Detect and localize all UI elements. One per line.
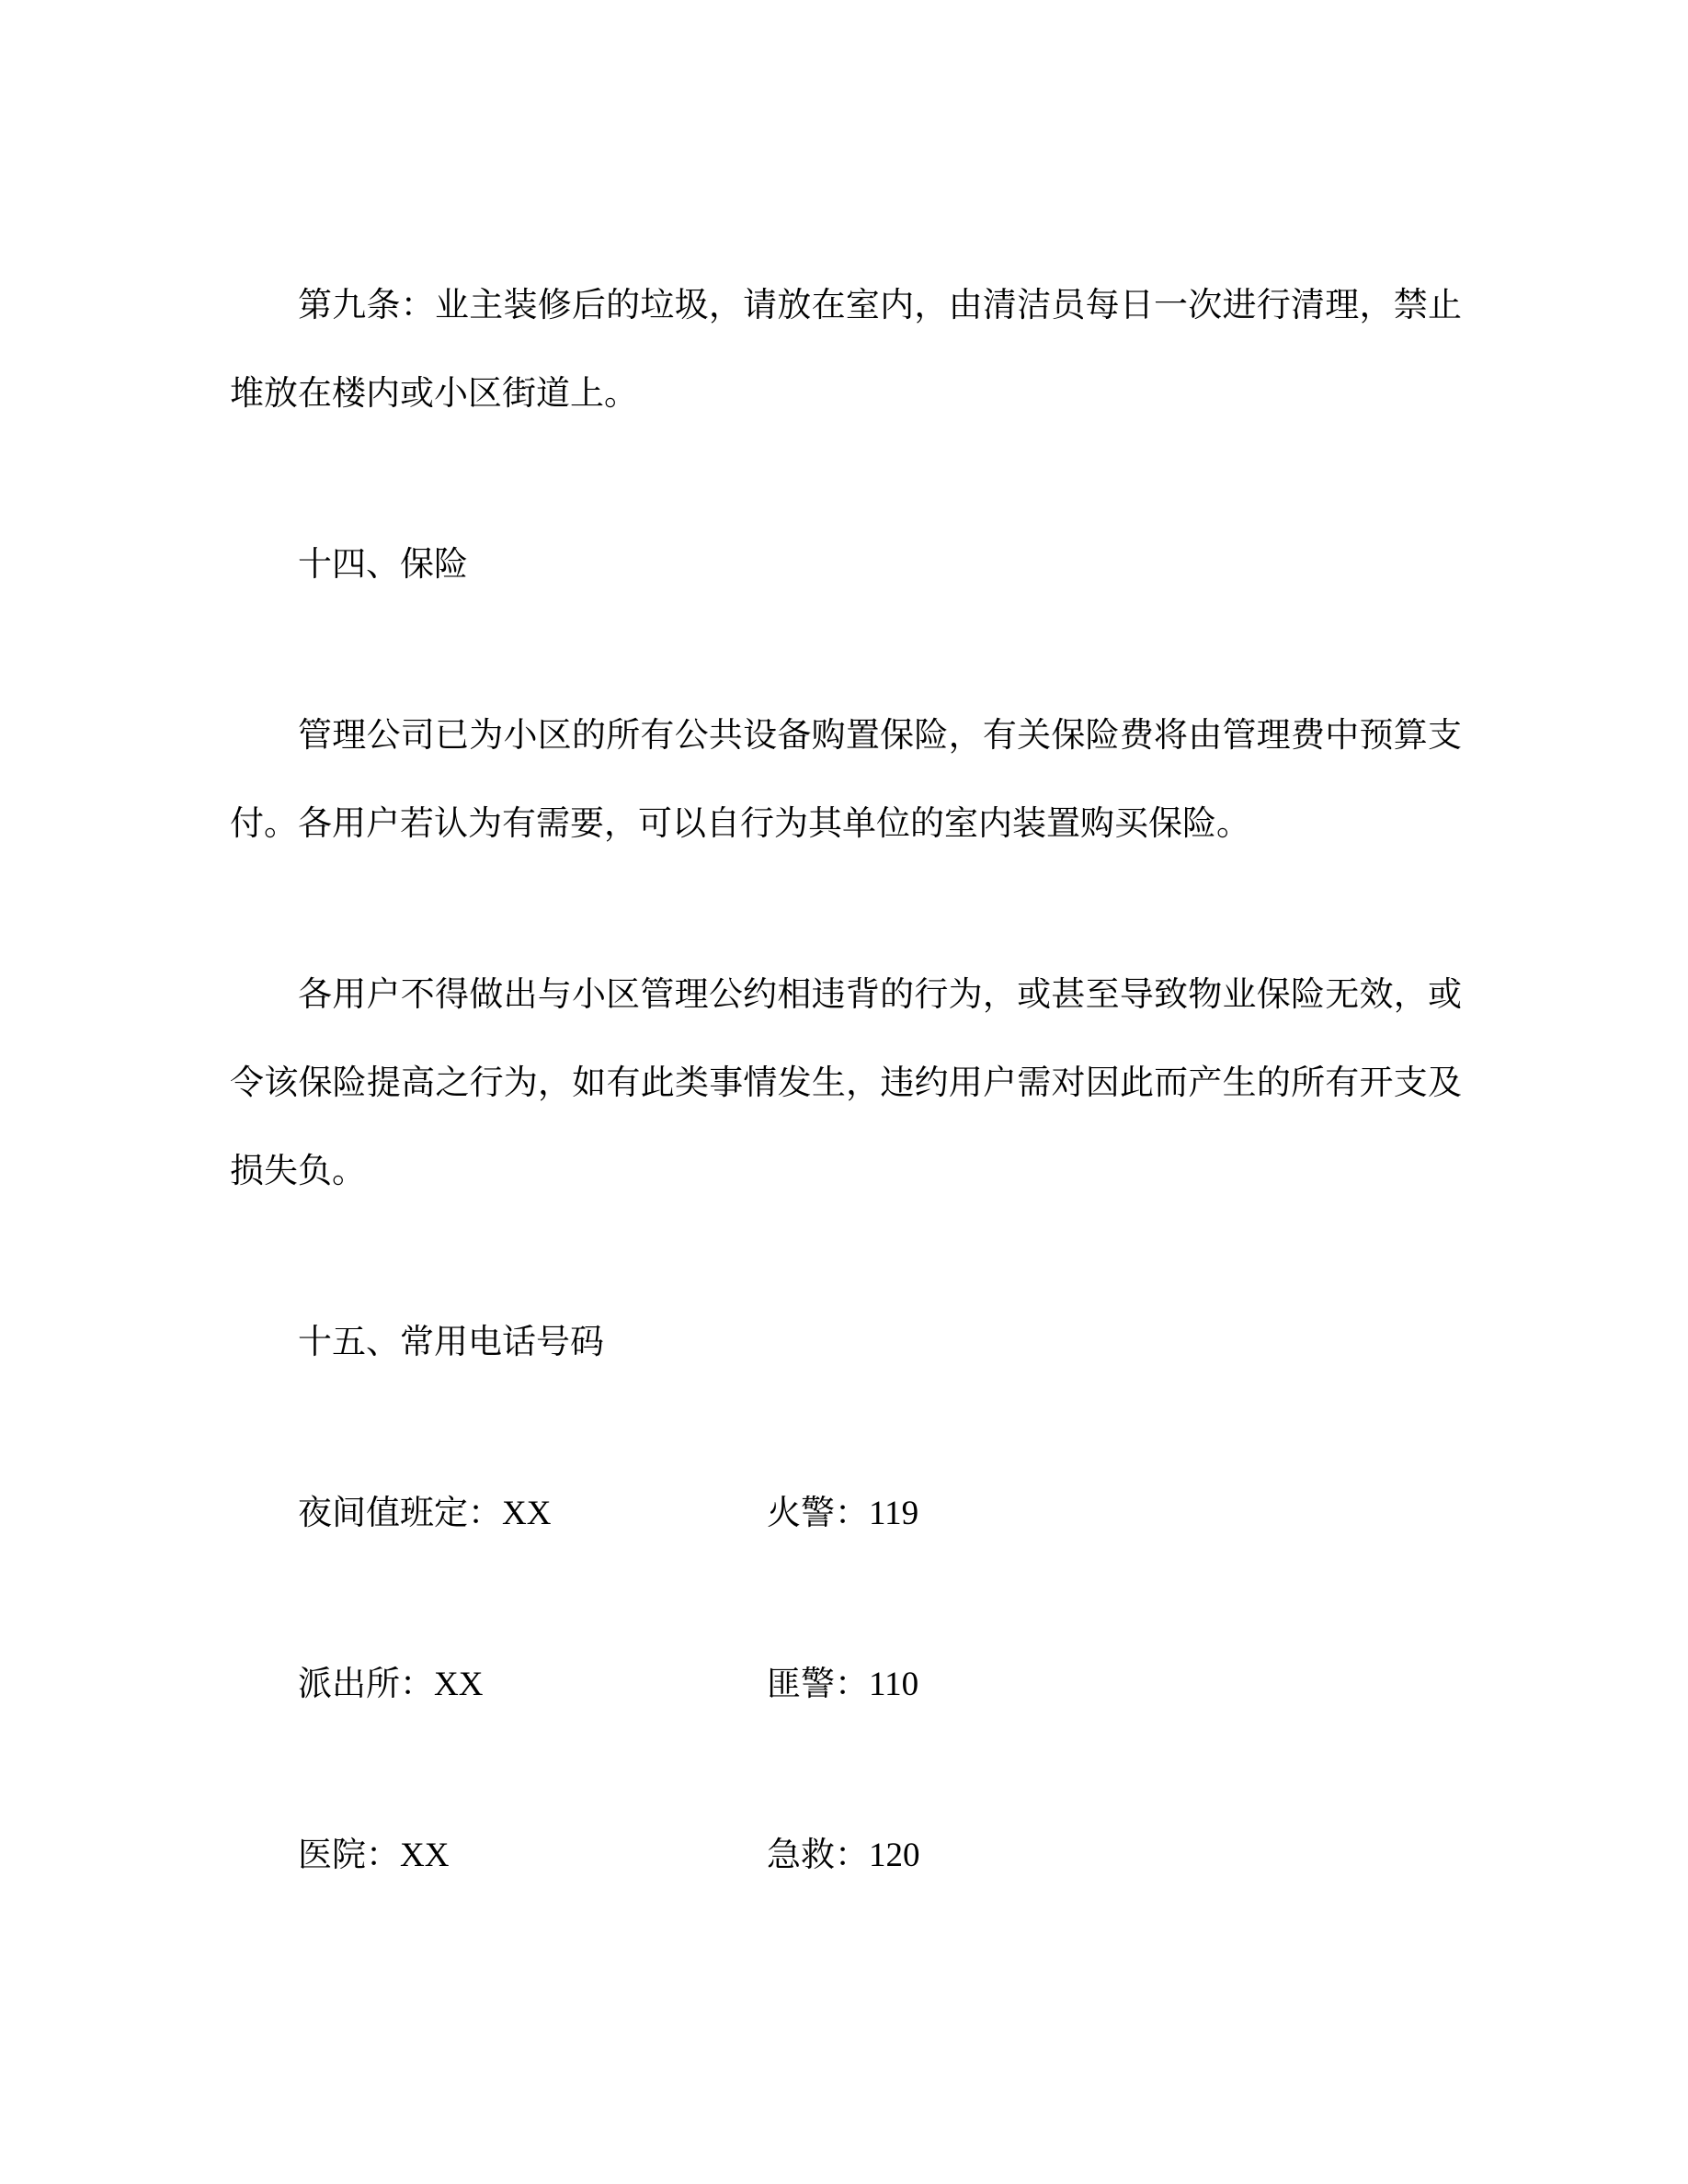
section-heading-15-phone-numbers: 十五、常用电话号码 <box>298 1324 604 1361</box>
phone-entry-robbery-alarm: 匪警：110 <box>767 1666 919 1703</box>
paragraph-insurance-coverage: 管理公司已为小区的所有公共设备购置保险，有关保险费将由管理费中预算支付。各用户若认为有需要，可以自行为其单位的室内装置购买保险。 <box>230 717 1462 843</box>
phone-entry-night-duty: 夜间值班定：XX <box>298 1495 552 1532</box>
paragraph-article-9: 第九条：业主装修后的垃圾，请放在室内，由清洁员每日一次进行清理，禁止堆放在楼内或小区街道上。 <box>230 287 1462 413</box>
phone-entry-emergency: 急救：120 <box>767 1837 920 1874</box>
section-heading-14-insurance: 十四、保险 <box>298 546 468 584</box>
phone-row-hospital <box>230 1812 1462 1900</box>
phone-entry-hospital: 医院：XX <box>298 1837 450 1874</box>
phone-row-night-duty <box>230 1470 1462 1558</box>
phone-entry-fire-alarm: 火警：119 <box>767 1495 919 1532</box>
phone-entry-police-station: 派出所：XX <box>298 1666 484 1703</box>
paragraph-insurance-violation: 各用户不得做出与小区管理公约相违背的行为，或甚至导致物业保险无效，或令该保险提高之行为，如有此类事情发生，违约用户需对因此而产生的所有开支及损失负。 <box>230 976 1462 1190</box>
phone-row-police-station <box>230 1641 1462 1729</box>
